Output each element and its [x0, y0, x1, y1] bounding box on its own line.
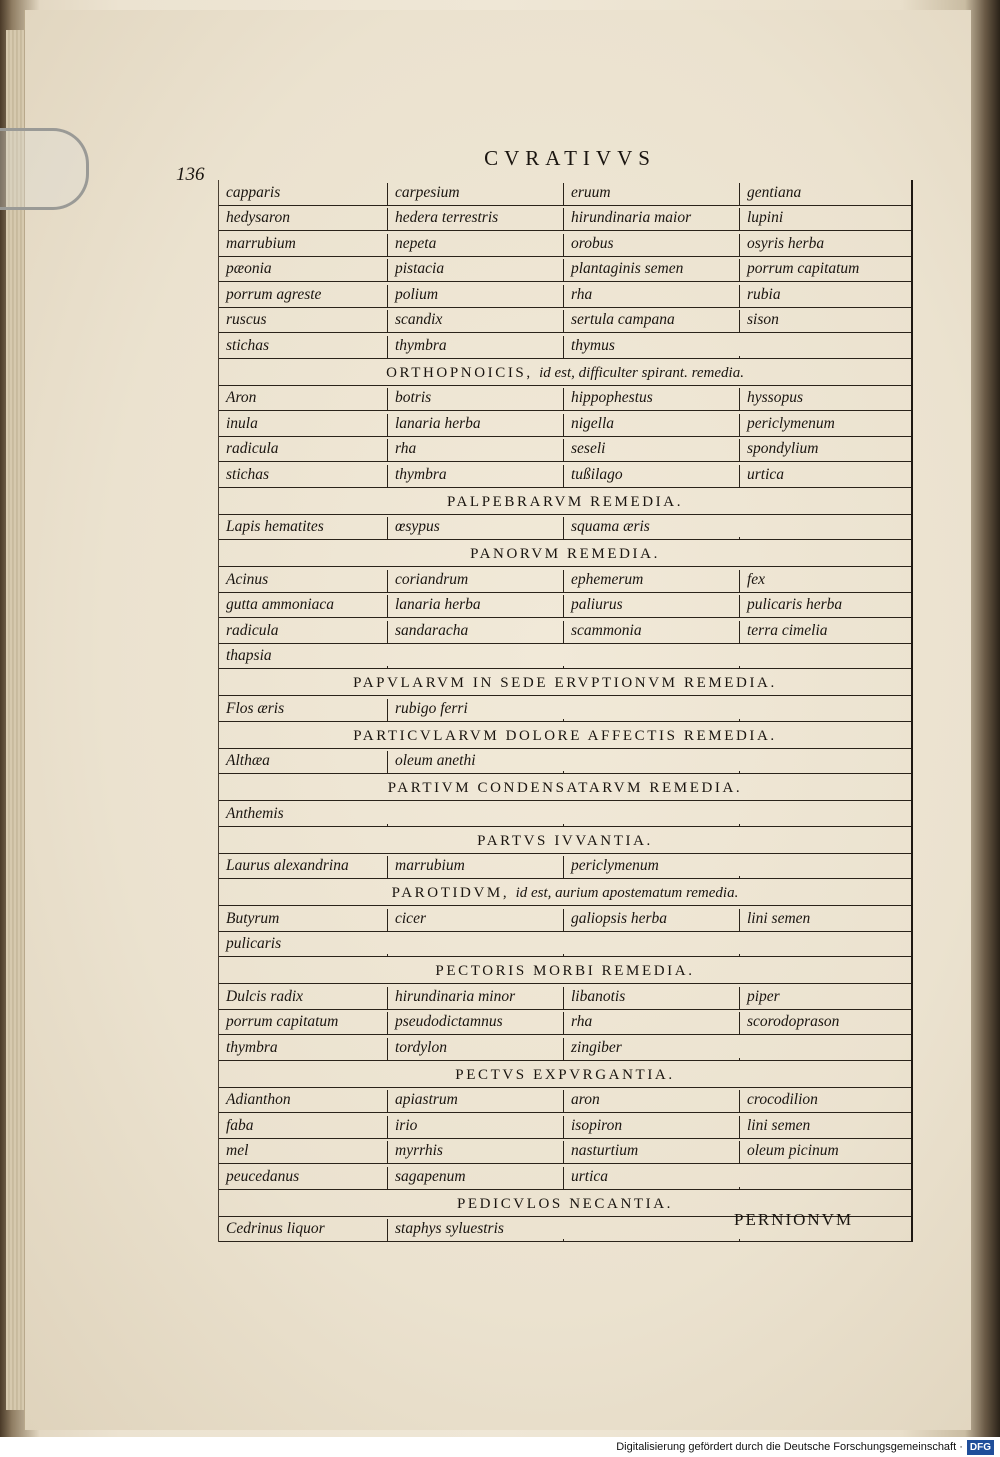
section-title: PARTVS IVVANTIA. — [477, 832, 653, 849]
table-row — [219, 749, 911, 775]
table-cell: orobus — [563, 234, 739, 256]
table-cell: osyris herba — [739, 234, 911, 256]
table-cell: ephemerum — [563, 570, 739, 592]
table-cell — [387, 824, 563, 826]
table-row — [219, 1113, 911, 1139]
table-row — [219, 984, 911, 1010]
table-cell: hippophestus — [563, 388, 739, 410]
table-cell: hyssopus — [739, 388, 911, 410]
page-number: 136 — [176, 164, 205, 185]
table-cell: carpesium — [387, 183, 563, 205]
section-heading — [219, 879, 911, 906]
table-cell: mel — [226, 1142, 249, 1159]
table-cell: staphys syluestris — [387, 1219, 563, 1241]
section-heading — [219, 669, 911, 696]
table-cell: aron — [563, 1090, 739, 1112]
table-cell — [739, 824, 911, 826]
table-row — [219, 308, 911, 334]
table-cell — [739, 537, 911, 539]
table-cell: Anthemis — [226, 804, 284, 822]
table-cell: scandix — [387, 310, 563, 332]
table-cell: thymbra — [387, 465, 563, 487]
table-cell: pulicaris herba — [739, 595, 911, 617]
table-cell: marrubium — [387, 856, 563, 878]
section-subtitle: id est, difficulter spirant. remedia. — [539, 364, 744, 381]
table-cell: hirundinaria maior — [563, 208, 739, 230]
section-title: ORTHOPNOICIS, — [386, 364, 533, 381]
table-cell — [563, 954, 739, 956]
table-row — [219, 257, 911, 283]
section-heading — [219, 359, 911, 386]
table-cell: radicula — [226, 621, 279, 639]
table-cell: Laurus alexandrina — [226, 857, 349, 874]
section-title: PEDICVLOS NECANTIA. — [456, 1195, 674, 1212]
table-cell — [563, 666, 739, 668]
section-heading — [219, 540, 911, 567]
table-cell: pæonia — [226, 260, 272, 277]
table-cell: inula — [226, 414, 258, 432]
table-cell: Adianthon — [226, 1091, 291, 1108]
section-title: PAROTIDVM, — [391, 885, 510, 901]
table-cell — [739, 876, 911, 878]
table-cell: urtica — [563, 1167, 739, 1189]
dfg-logo: DFG — [967, 1440, 994, 1455]
table-row — [219, 644, 911, 670]
section-heading — [219, 957, 911, 984]
table-row — [219, 1088, 911, 1114]
section-title: PAPVLARVM IN SEDE ERVPTIONVM REMEDIA. — [353, 675, 777, 691]
table-cell: libanotis — [563, 987, 739, 1009]
table-cell: rha — [387, 439, 563, 461]
table-cell: paliurus — [563, 595, 739, 617]
table-cell — [387, 666, 563, 668]
table-row — [219, 854, 911, 880]
table-cell — [563, 719, 739, 721]
table-cell: radicula — [226, 440, 279, 457]
table-cell — [739, 954, 911, 956]
table-cell: crocodilion — [739, 1090, 911, 1112]
table-cell — [739, 666, 911, 668]
table-cell: lini semen — [739, 909, 911, 931]
table-cell: Lapis hematites — [226, 518, 324, 535]
table-cell — [739, 1239, 911, 1241]
table-cell: hedysaron — [226, 209, 290, 226]
table-cell: nigella — [563, 414, 739, 436]
paper-clip-icon — [0, 128, 89, 210]
table-cell: rha — [563, 285, 739, 307]
table-row — [219, 1164, 911, 1190]
table-cell: rubigo ferri — [387, 699, 563, 721]
table-cell: porrum capitatum — [226, 1013, 339, 1030]
table-cell: squama æris — [563, 517, 739, 539]
section-heading — [219, 774, 911, 801]
table-row — [219, 801, 911, 827]
table-cell: porrum agreste — [226, 285, 322, 303]
section-subtitle: id est, aurium apostematum remedia. — [515, 885, 739, 901]
table-cell: myrrhis — [387, 1141, 563, 1163]
table-row — [219, 618, 911, 644]
table-cell: pseudodictamnus — [387, 1012, 563, 1034]
section-heading — [219, 722, 911, 749]
table-cell: Flos æris — [226, 699, 285, 717]
table-cell: thymus — [563, 336, 739, 358]
table-cell: tußilago — [563, 465, 739, 487]
table-row — [219, 411, 911, 437]
table-cell: hedera terrestris — [387, 208, 563, 230]
table-cell: Cedrinus liquor — [226, 1220, 325, 1237]
table-cell: rha — [563, 1012, 739, 1034]
table-row — [219, 462, 911, 488]
table-cell: Althæa — [226, 752, 270, 769]
table-cell: apiastrum — [387, 1090, 563, 1112]
table-cell: faba — [226, 1116, 254, 1134]
table-cell: isopiron — [563, 1116, 739, 1138]
table-cell: irio — [387, 1116, 563, 1138]
table-cell: scammonia — [563, 621, 739, 643]
table-row — [219, 180, 911, 206]
table-cell: thymbra — [226, 1038, 278, 1056]
table-row — [219, 593, 911, 619]
table-cell: oleum anethi — [387, 751, 563, 773]
table-cell: plantaginis semen — [563, 259, 739, 281]
table-cell: spondylium — [739, 439, 911, 461]
table-row — [219, 567, 911, 593]
table-cell: tordylon — [387, 1038, 563, 1060]
table-cell: nepeta — [387, 234, 563, 256]
table-cell: urtica — [739, 465, 911, 487]
table-cell: eruum — [563, 183, 739, 205]
table-cell: polium — [387, 285, 563, 307]
running-header: CVRATIVVS — [484, 146, 656, 170]
table-cell: lanaria herba — [387, 414, 563, 436]
table-cell: periclymenum — [739, 414, 911, 436]
table-row — [219, 231, 911, 257]
section-title: PECTORIS MORBI REMEDIA. — [435, 963, 695, 979]
section-title: PALPEBRARVM REMEDIA. — [446, 493, 684, 510]
table-cell — [563, 771, 739, 773]
section-title: PARTIVM CONDENSATARVM REMEDIA. — [387, 780, 743, 796]
table-cell: Aron — [226, 389, 257, 406]
section-title: PANORVM REMEDIA. — [470, 546, 660, 562]
table-cell: gentiana — [739, 183, 911, 205]
remedies-table — [218, 180, 913, 1242]
table-cell: marrubium — [226, 234, 296, 252]
table-row — [219, 1139, 911, 1165]
table-cell: gutta ammoniaca — [226, 596, 335, 613]
table-cell: galiopsis herba — [563, 909, 739, 931]
table-cell: coriandrum — [387, 570, 563, 592]
table-cell — [739, 1187, 911, 1189]
table-row — [219, 1035, 911, 1061]
table-cell: stichas — [226, 465, 270, 483]
section-heading — [219, 1061, 911, 1088]
table-cell: seseli — [563, 439, 739, 461]
table-cell: thapsia — [226, 647, 272, 664]
table-cell: cicer — [387, 909, 563, 931]
table-cell: lanaria herba — [387, 595, 563, 617]
table-cell: sertula campana — [563, 310, 739, 332]
table-cell: Acinus — [226, 570, 269, 588]
table-cell — [563, 824, 739, 826]
table-cell: Dulcis radix — [226, 987, 304, 1005]
catchword: PERNIONVM — [734, 1210, 854, 1229]
table-cell — [387, 954, 563, 956]
table-cell: porrum capitatum — [739, 259, 911, 281]
table-cell: stichas — [226, 336, 270, 354]
table-cell: Butyrum — [226, 909, 280, 927]
table-cell: pistacia — [387, 259, 563, 281]
section-heading — [219, 827, 911, 854]
table-cell — [739, 719, 911, 721]
table-row — [219, 932, 911, 958]
table-row — [219, 515, 911, 541]
table-cell: thymbra — [387, 336, 563, 358]
table-row — [219, 386, 911, 412]
table-row — [219, 696, 911, 722]
table-cell: pulicaris — [226, 935, 282, 952]
table-row — [219, 206, 911, 232]
page-edges — [6, 30, 24, 1410]
table-cell: terra cimelia — [739, 621, 911, 643]
section-heading — [219, 488, 911, 515]
table-cell: nasturtium — [563, 1141, 739, 1163]
table-cell: scorodoprason — [739, 1012, 911, 1034]
footer-text: Digitalisierung gefördert durch die Deutsche Forschungsgemeinschaft · — [616, 1441, 963, 1453]
table-cell: œsypus — [387, 517, 563, 539]
table-cell — [739, 771, 911, 773]
table-cell: piper — [739, 987, 911, 1009]
table-cell: zingiber — [563, 1038, 739, 1060]
table-row — [219, 437, 911, 463]
table-row — [219, 1010, 911, 1036]
table-row — [219, 282, 911, 308]
table-cell: oleum picinum — [739, 1141, 911, 1163]
table-cell: botris — [387, 388, 563, 410]
table-cell: periclymenum — [563, 856, 739, 878]
table-cell — [563, 1239, 739, 1241]
table-row — [219, 333, 911, 359]
section-title: PECTVS EXPVRGANTIA. — [455, 1066, 675, 1083]
table-cell: fex — [739, 570, 911, 592]
table-cell: capparis — [226, 183, 281, 201]
table-cell — [739, 356, 911, 358]
table-cell: sison — [739, 310, 911, 332]
table-cell: lupini — [739, 208, 911, 230]
table-cell: peucedanus — [226, 1167, 300, 1185]
table-cell: hirundinaria minor — [387, 987, 563, 1009]
digitization-footer — [0, 1437, 1000, 1457]
table-cell: ruscus — [226, 311, 267, 328]
table-cell: sagapenum — [387, 1167, 563, 1189]
table-cell — [739, 1058, 911, 1060]
section-title: PARTICVLARVM DOLORE AFFECTIS REMEDIA. — [353, 727, 777, 744]
table-cell: sandaracha — [387, 621, 563, 643]
table-cell: rubia — [739, 285, 911, 307]
table-cell: lini semen — [739, 1116, 911, 1138]
table-row — [219, 906, 911, 932]
